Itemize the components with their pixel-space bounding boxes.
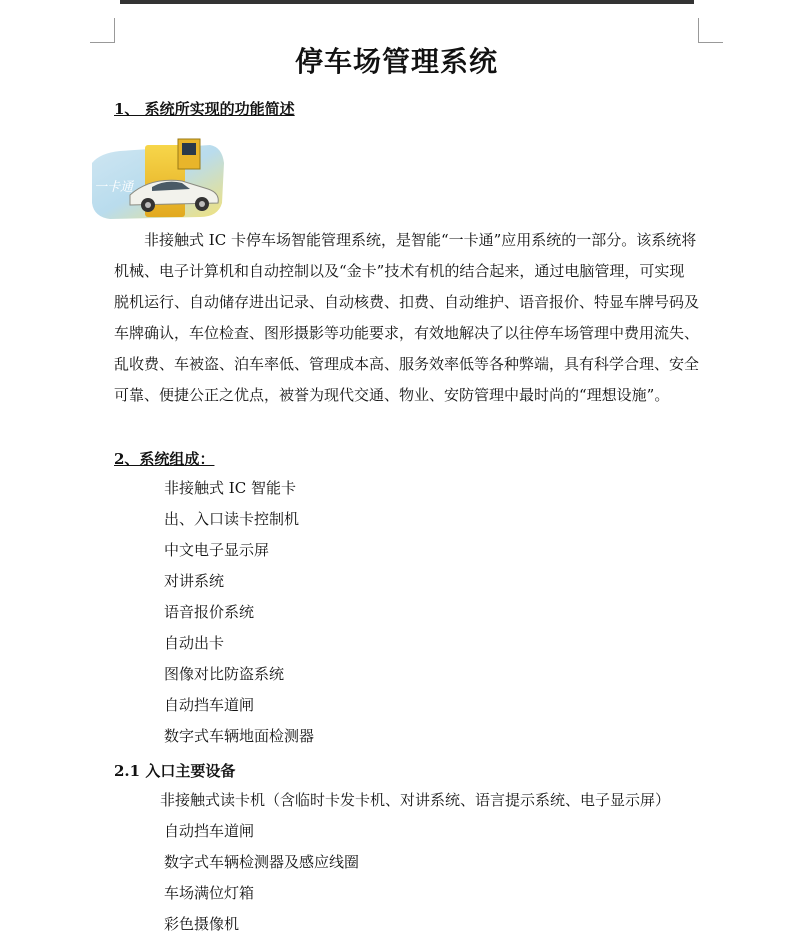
section-2-1-heading: 2.1 入口主要设备	[114, 762, 236, 780]
list-item: 数字式车辆检测器及感应线圈	[164, 853, 360, 871]
section-2-heading: 2、系统组成：	[114, 450, 215, 468]
section-1-heading: 1、 系统所实现的功能简述	[114, 100, 295, 118]
list-item: 自动挡车道闸	[164, 696, 255, 714]
intro-paragraph-text: 非接触式 IC 卡停车场智能管理系统，是智能“一卡通”应用系统的一部分。该系统将机械、电子计算机和自动控制以及“金卡”技术有机的结合起来，通过电脑管理，可实现脱机运行、自动储存进出记录、自动核费、扣费、自动维护、语音报价、特显车牌号码及车牌确认，车位检查、图形摄影等功能要求，有效地解决了以往停车场管理中费用流失、乱收费、车被盗、泊车率低、管理成本高、服务效率低等各种弊端，具有科学合理、安全可靠、便捷公正之优点，被誉为现代交通、物业、安防管理中最时尚的“理想设施”。	[114, 231, 700, 404]
list-item: 出、入口读卡控制机	[164, 510, 300, 528]
document-title: 停车场管理系统	[294, 45, 498, 78]
list-item: 中文电子显示屏	[164, 541, 270, 559]
list-item: 对讲系统	[164, 572, 225, 590]
list-item: 图像对比防盗系统	[164, 665, 285, 683]
entrance-equipment-list	[160, 785, 670, 940]
card-label: 一卡通	[94, 180, 134, 195]
list-item: 数字式车辆地面检测器	[164, 727, 315, 745]
page-top-border	[120, 0, 694, 4]
ic-card-car-illustration	[90, 133, 230, 223]
list-item: 自动出卡	[164, 634, 225, 652]
list-item: 彩色摄像机	[164, 915, 240, 933]
intro-paragraph	[114, 225, 699, 411]
list-item: 非接触式读卡机（含临时卡发卡机、对讲系统、语言提示系统、电子显示屏）	[160, 791, 671, 809]
list-item: 语音报价系统	[164, 603, 255, 621]
list-item: 自动挡车道闸	[164, 822, 255, 840]
system-components-list	[164, 473, 314, 752]
list-item: 车场满位灯箱	[164, 884, 255, 902]
list-item: 非接触式 IC 智能卡	[164, 479, 296, 497]
